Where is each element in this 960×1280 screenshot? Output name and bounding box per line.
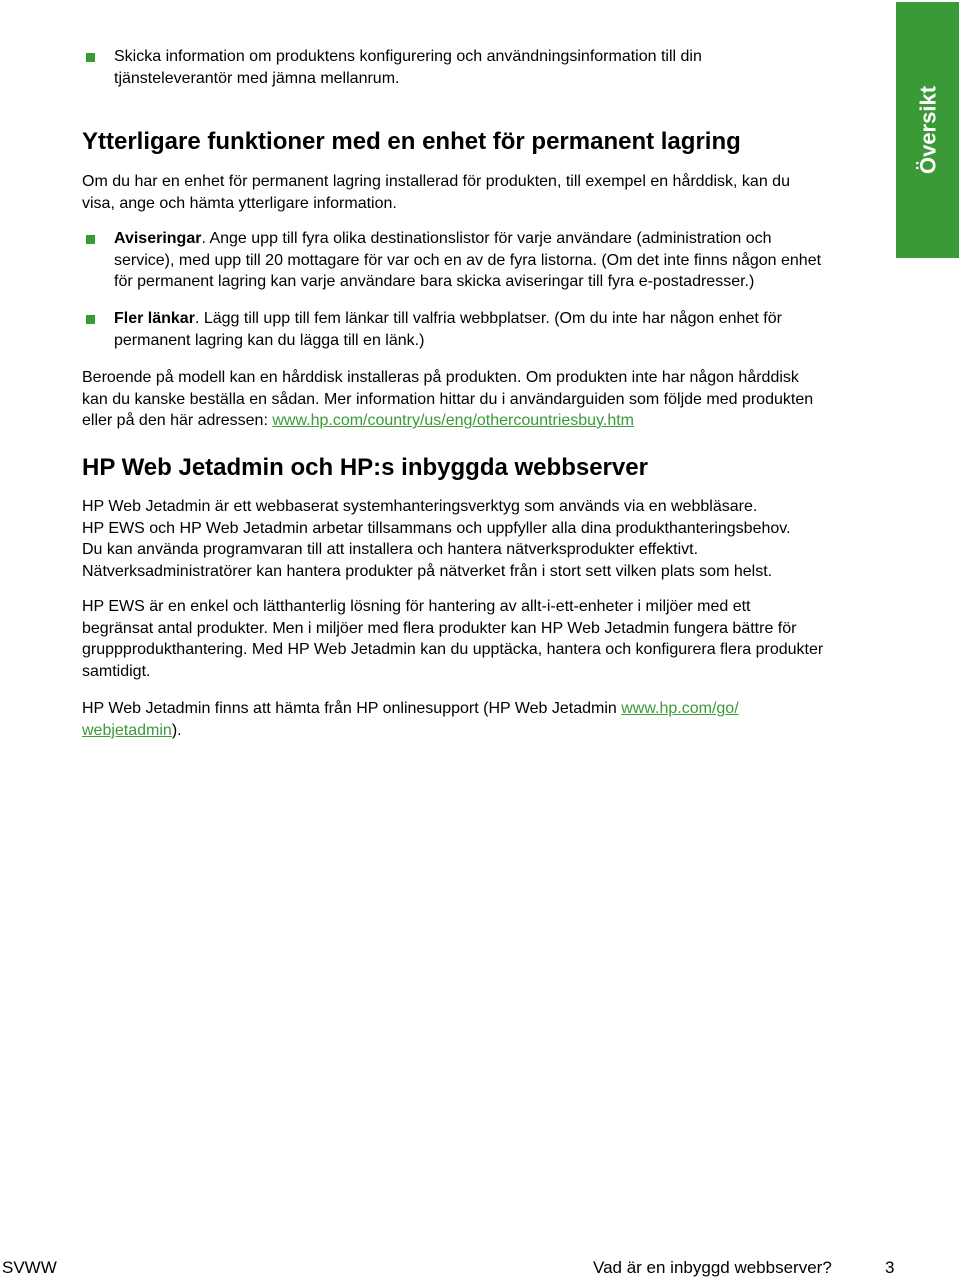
jetadmin-paragraph-3 — [82, 698, 882, 741]
section-heading-jetadmin: HP Web Jetadmin och HP:s inbyggda webbserver — [82, 454, 648, 481]
side-tab-label: Översikt — [914, 85, 940, 175]
jetadmin-paragraph-1 — [82, 496, 882, 582]
harddisk-paragraph — [82, 367, 882, 432]
storage-intro — [82, 171, 882, 214]
footer-left: SVWW — [2, 1258, 57, 1277]
storage-intro-line-1: Om du har en enhet för permanent lagring installerad för produkten, till exempel en hårddisk, kan du — [82, 173, 790, 190]
bullet-fler-lankar-line-1: . Lägg till upp till fem länkar till valfria webbplatser. (Om du inte har någon enhet för — [194, 310, 782, 327]
jetadmin-p1-line-2: HP EWS och HP Web Jetadmin arbetar tillsammans och uppfyller alla dina produkthanteringsbehov. — [82, 519, 791, 537]
jetadmin-p2-line-2: begränsat antal produkter. Men i miljöer med flera produkter kan HP Web Jetadmin fungera bättre för — [82, 619, 797, 637]
harddisk-line-1: Beroende på modell kan en hårddisk installeras på produkten. Om produkten inte har någon hårddisk — [82, 369, 799, 386]
harddisk-line-2: kan du kanske beställa en sådan. Mer information hittar du i användarguiden som följde med produkten — [82, 390, 814, 408]
storage-intro-line-2: visa, ange och hämta ytterligare information. — [82, 194, 397, 212]
jetadmin-p1-line-1: HP Web Jetadmin är ett webbaserat systemhanteringsverktyg som används via en webbläsare. — [82, 498, 758, 515]
jetadmin-p2-line-1: HP EWS är en enkel och lätthanterlig lösning för hantering av allt-i-ett-enheter i miljöer med ett — [82, 598, 751, 615]
top-bullet-line-2: tjänsteleverantör med jämna mellanrum. — [114, 69, 400, 87]
othercountriesbuy-link[interactable]: www.hp.com/country/us/eng/othercountriesbuy.htm — [272, 412, 634, 429]
webjetadmin-link-part-1[interactable]: www.hp.com/go/ — [621, 700, 739, 717]
bullet-square-icon — [86, 315, 95, 324]
footer-title: Vad är en inbyggd webbserver? — [593, 1258, 832, 1277]
bullet-aviseringar-line-3: för permanent lagring kan varje användare bara skicka aviseringar till fyra e-postadresser.) — [114, 273, 755, 290]
bullet-aviseringar-line-1: . Ange upp till fyra olika destinationslistor för varje användare (administration och — [201, 230, 772, 247]
section-heading-storage: Ytterligare funktioner med en enhet för permanent lagring — [82, 128, 741, 155]
bullet-aviseringar — [114, 228, 884, 293]
jetadmin-paragraph-2 — [82, 596, 882, 682]
bullet-fler-lankar — [114, 308, 884, 351]
bullet-fler-lankar-line-2: permanent lagring kan du lägga till en länk.) — [114, 331, 425, 349]
footer-page-number: 3 — [885, 1258, 895, 1277]
jetadmin-p3-suffix: ). — [171, 721, 182, 739]
jetadmin-p2-line-4: samtidigt. — [82, 662, 151, 680]
side-tab — [896, 2, 959, 258]
jetadmin-p3-text: HP Web Jetadmin finns att hämta från HP onlinesupport (HP Web Jetadmin — [82, 700, 622, 717]
webjetadmin-link-part-2[interactable]: webjetadmin — [82, 721, 172, 739]
jetadmin-p1-line-3: Du kan använda programvaran till att installera och hantera nätverksprodukter effektivt. — [82, 541, 699, 558]
bullet-square-icon — [86, 53, 95, 62]
bullet-term-fler-lankar: Fler länkar — [114, 310, 195, 327]
harddisk-line-3: eller på den här adressen: — [82, 412, 273, 429]
bullet-aviseringar-line-2: service), med upp till 20 mottagare för var och en av de fyra listorna. (Om det inte finns någon enhet — [114, 251, 822, 269]
bullet-term-aviseringar: Aviseringar — [114, 230, 202, 247]
jetadmin-p2-line-3: gruppprodukthantering. Med HP Web Jetadmin kan du upptäcka, hantera och konfigurera flera produkter — [82, 641, 824, 658]
top-bullet-line-1: Skicka information om produktens konfigurering och användningsinformation till din — [114, 48, 702, 65]
bullet-square-icon — [86, 235, 95, 244]
jetadmin-p1-line-4: Nätverksadministratörer kan hantera produkter på nätverket från i stort sett vilken plats som helst. — [82, 562, 773, 580]
top-bullet-text — [114, 46, 884, 89]
